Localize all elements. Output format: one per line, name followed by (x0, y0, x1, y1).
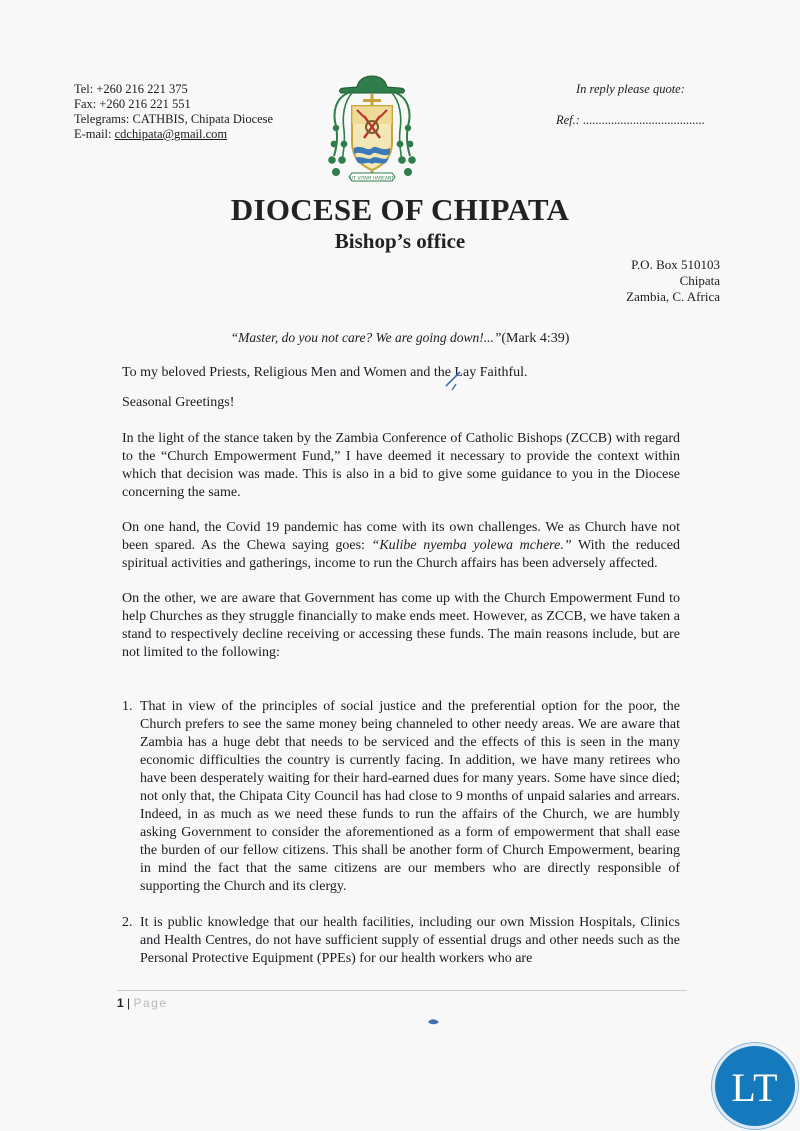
paragraph-context: In the light of the stance taken by the Zambia Conference of Catholic Bishops (ZCCB) with regard to the “Church Empowerment Fund,” I have deemed it necessary to provide the context within which that decision was made. This is also in a bid to give some guidance to you in the Diocese concerning the same. (122, 431, 680, 500)
email-line (74, 127, 273, 142)
telegrams-line: Telegrams: CATHBIS, Chipata Diocese (74, 112, 274, 126)
reference-line: Ref.: ....................................... (556, 113, 705, 127)
epigraph-reference: (Mark 4:39) (501, 331, 570, 346)
page-subtitle: Bishop’s office (334, 229, 466, 253)
list-item-text: It is public knowledge that our health facilities, including our own Mission Hospitals, Clinics and Health Centres, do not have sufficient supply of essential drugs and other needs such as the Personal Protective Equipment (PPEs) for our health workers who are (140, 915, 680, 966)
tel-line: Tel: +260 216 221 375 (74, 82, 188, 96)
contact-block (74, 82, 273, 142)
page-number-value: 1 (117, 996, 124, 1010)
list-item (122, 914, 680, 968)
list-item-text: That in view of the principles of social justice and the preferential option for the poor, the Church prefers to see the same money being channeled to other needy areas. We are aware that Zambia has a huge debt that needs to be serviced and the effects of this is seen in the many economic difficulties the country is currently facing. In addition, we have many retirees who have been desperately waiting for their hard-earned dues for many years. Some have since died; not only that, the Chipata City Council has had close to 9 months of unpaid salaries and arrears. Indeed, in as much as we need these funds to run the affairs of the Church, we are humbly asking Government to consider the aforementioned as a form of empowerment that shall ease the burden of our fellow citizens. This shall be another form of Church Empowerment, bearing in mind the fact that the same citizens are our members who are directly responsible of supporting the Church and its clergy. (140, 699, 680, 894)
paragraph-covid (122, 519, 680, 573)
ink-speck (426, 1016, 442, 1028)
email-link[interactable]: cdchipata@gmail.com (114, 127, 228, 141)
greeting: Seasonal Greetings! (122, 395, 235, 410)
list-item (122, 698, 680, 896)
diocese-coat-of-arms (322, 72, 422, 184)
address-line-1: P.O. Box 510103 (631, 257, 720, 272)
reasons-list (122, 698, 680, 968)
page-number-separator: | (123, 996, 134, 1010)
postal-address (626, 257, 720, 305)
reply-quote-line: In reply please quote: (576, 82, 685, 96)
list-item-number: 1. (122, 699, 133, 714)
lt-logo-badge (712, 1043, 798, 1129)
paragraph-fund: On the other, we are aware that Government has come up with the Church Empowerment Fund to help Churches as they struggle financially to make ends meet. However, as ZCCB, we have taken a stand to respectively decline receiving or accessing these funds. The main reasons include, but are not limited to the following: (122, 591, 680, 660)
pen-mark (440, 368, 470, 392)
scripture-epigraph (0, 330, 800, 347)
epigraph-quote: “Master, do you not care? We are going down!...” (230, 330, 502, 345)
lt-logo-text: LT (731, 1065, 779, 1110)
salutation: To my beloved Priests, Religious Men and Women and the Lay Faithful. (122, 365, 528, 380)
footer-divider (117, 990, 687, 991)
fax-line: Fax: +260 216 221 551 (74, 97, 191, 111)
address-line-2: Chipata (679, 273, 720, 288)
letter-body (122, 364, 680, 680)
page-title: DIOCESE OF CHIPATA (230, 192, 570, 227)
email-label: E-mail: (74, 127, 115, 141)
paragraph-covid-end: With the reduced spiritual activities and gatherings, income to run the Church affairs has been adversely affected. (122, 538, 680, 571)
list-item-number: 2. (122, 915, 133, 930)
paragraph-covid-start: On one hand, the Covid 19 pandemic has come with its own challenges. We as Church have not been spared. As the Chewa saying goes: (122, 520, 680, 553)
crest-motto: UT VITAM HABEANT (349, 176, 395, 182)
page-word: Page (133, 996, 168, 1010)
address-line-3: Zambia, C. Africa (626, 289, 720, 304)
chewa-saying: “Kulibe nyemba yolewa mchere.” (371, 538, 572, 553)
page-number (117, 996, 168, 1010)
